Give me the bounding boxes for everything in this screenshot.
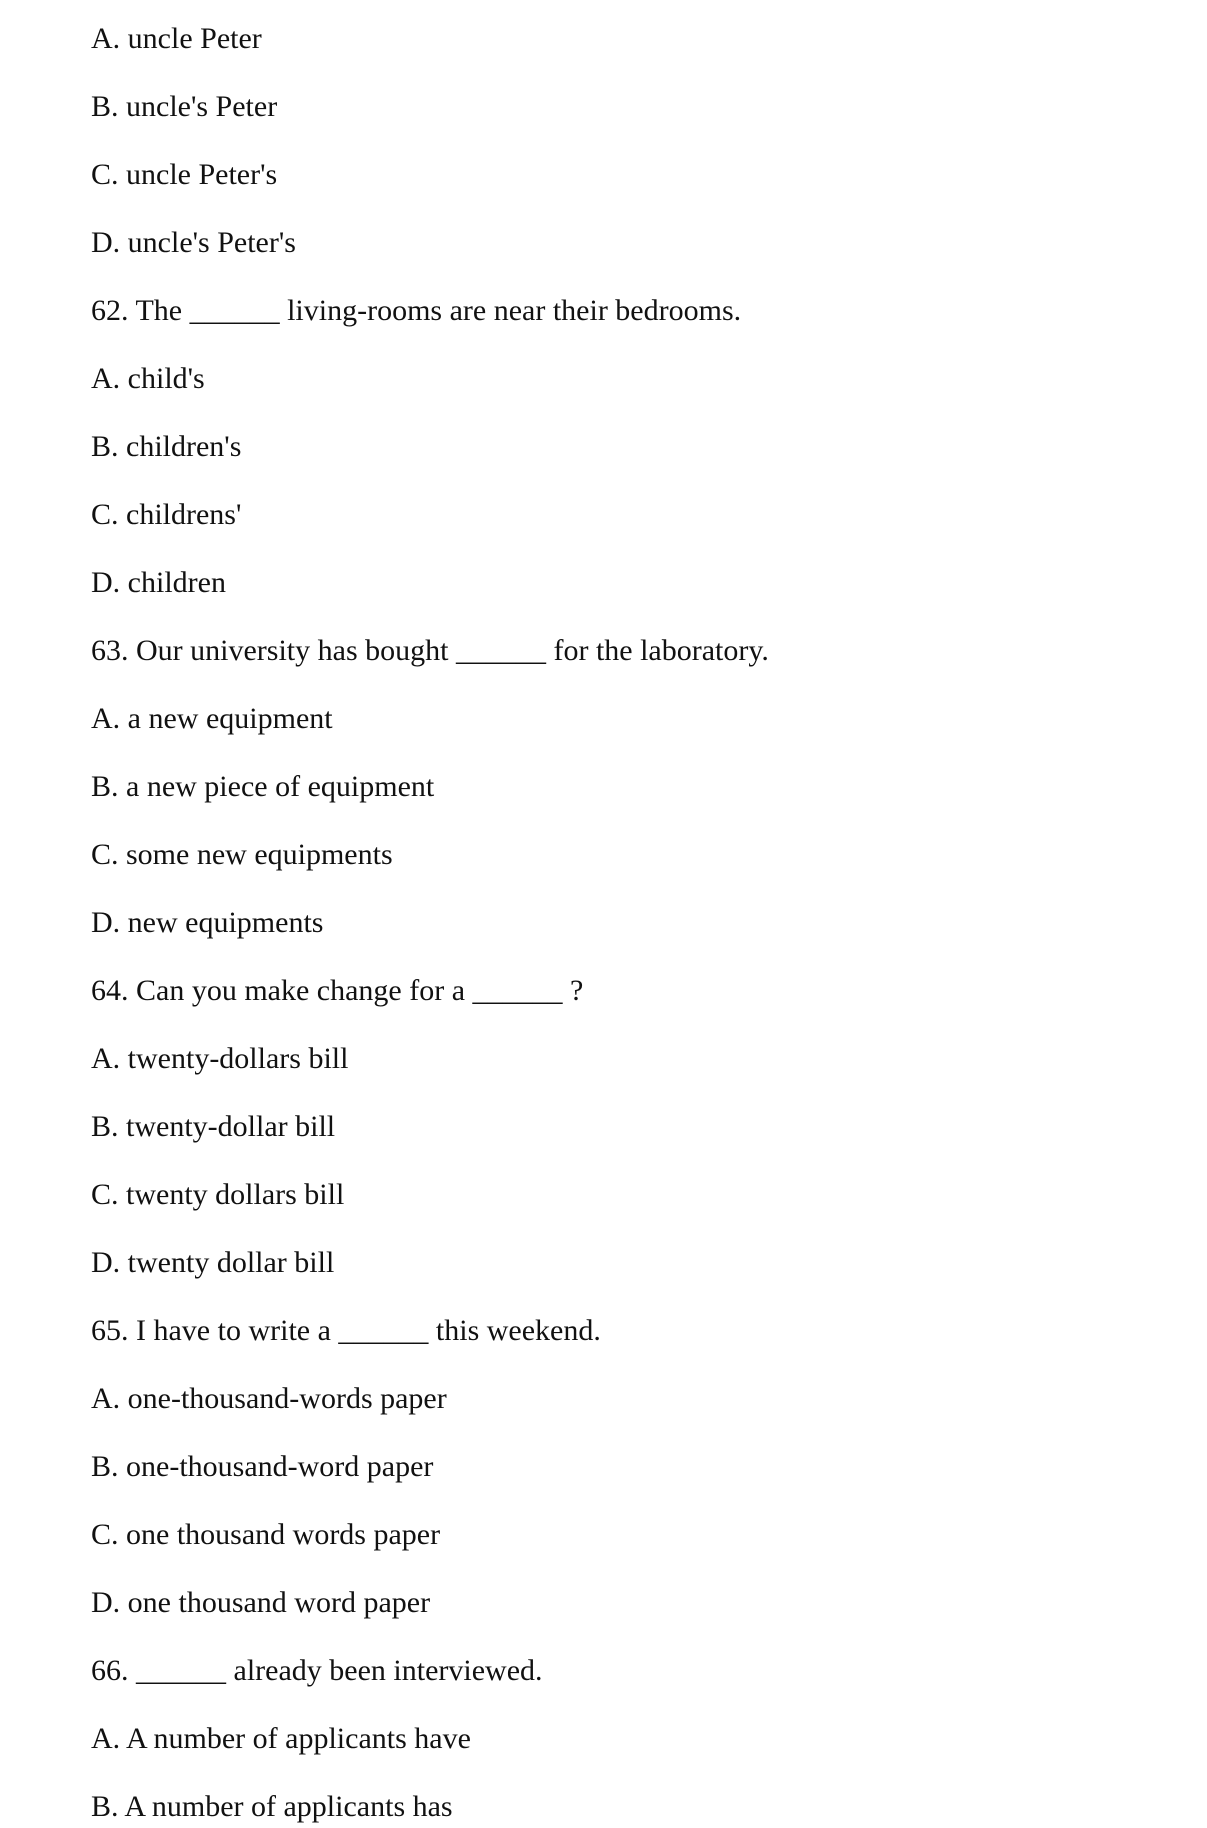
option-d-q64: D. twenty dollar bill (91, 1246, 335, 1279)
option-d-q62: D. children (91, 566, 226, 599)
option-b-q64: B. twenty-dollar bill (91, 1110, 336, 1143)
option-a-q61: A. uncle Peter (91, 22, 262, 55)
option-a-q65: A. one-thousand-words paper (91, 1382, 447, 1415)
option-c-q64: C. twenty dollars bill (91, 1178, 345, 1211)
option-d-q65: D. one thousand word paper (91, 1586, 431, 1619)
option-c-q62: C. childrens' (91, 498, 242, 531)
option-a-q63: A. a new equipment (91, 702, 333, 735)
option-a-q66: A. A number of applicants have (91, 1722, 471, 1755)
question-65: 65. I have to write a ______ this weekend. (91, 1314, 601, 1347)
option-c-q65: C. one thousand words paper (91, 1518, 441, 1551)
option-a-q64: A. twenty-dollars bill (91, 1042, 349, 1075)
option-a-q62: A. child's (91, 362, 205, 395)
option-d-q63: D. new equipments (91, 906, 324, 939)
option-c-q61: C. uncle Peter's (91, 158, 278, 191)
question-64: 64. Can you make change for a ______ ? (91, 974, 584, 1007)
option-b-q61: B. uncle's Peter (91, 90, 278, 123)
question-63: 63. Our university has bought ______ for the laboratory. (91, 634, 769, 667)
option-b-q62: B. children's (91, 430, 242, 463)
option-b-q63: B. a new piece of equipment (91, 770, 435, 803)
option-b-q65: B. one-thousand-word paper (91, 1450, 434, 1483)
option-c-q63: C. some new equipments (91, 838, 393, 871)
option-d-q61: D. uncle's Peter's (91, 226, 296, 259)
option-b-q66: B. A number of applicants has (91, 1790, 453, 1823)
question-62: 62. The ______ living-rooms are near their bedrooms. (91, 294, 742, 327)
question-66: 66. ______ already been interviewed. (91, 1654, 543, 1687)
